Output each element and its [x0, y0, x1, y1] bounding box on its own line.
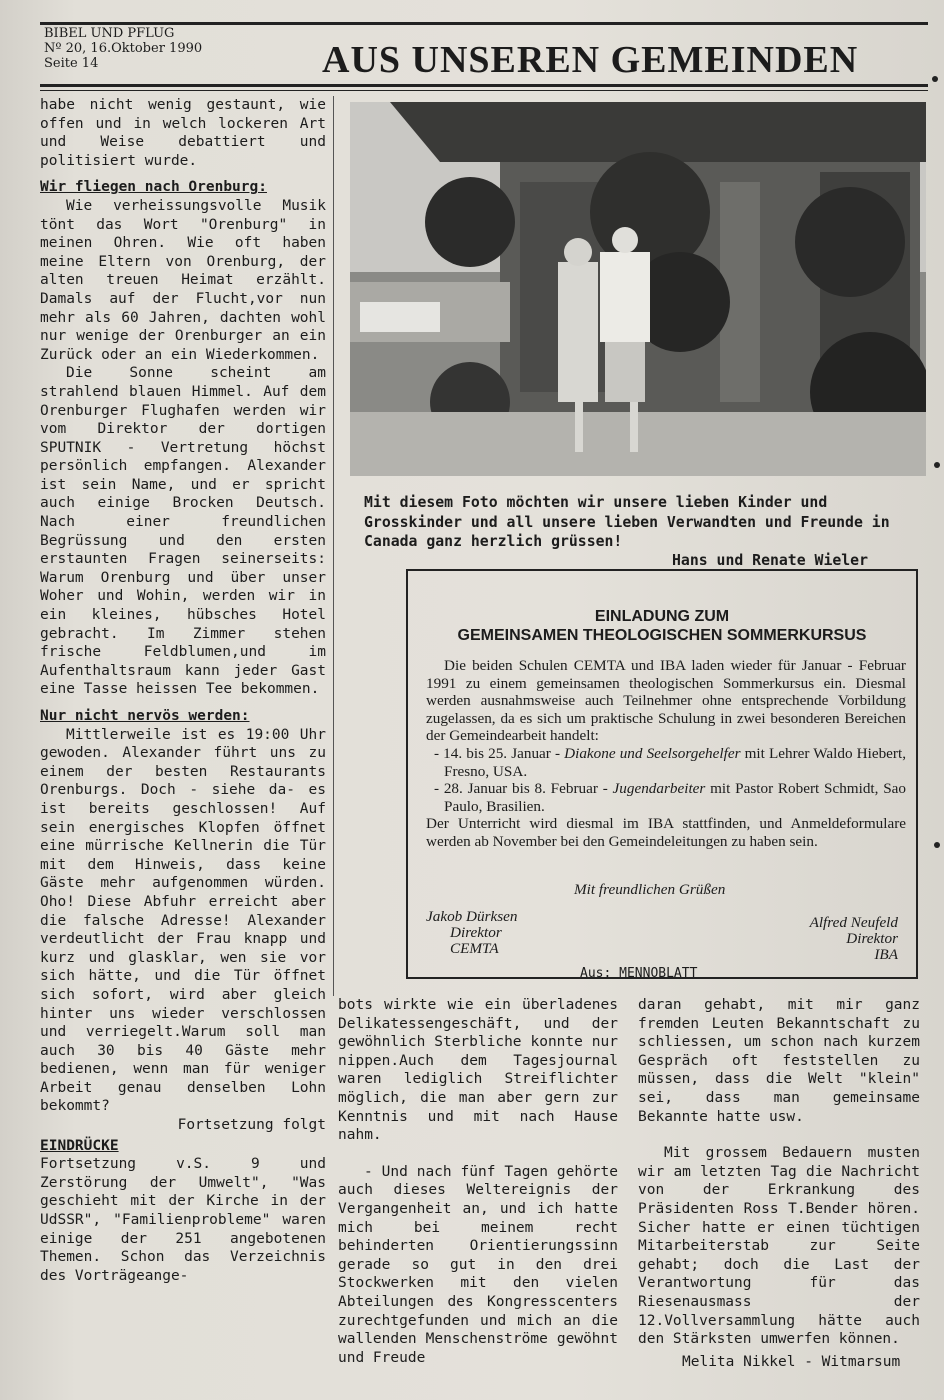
signature-org: CEMTA	[450, 940, 499, 957]
masthead-rule-thick	[40, 84, 928, 87]
invitation-box	[406, 569, 918, 979]
publication-name: BIBEL UND PFLUG	[44, 26, 175, 41]
issue-date: Nº 20, 16.Oktober 1990	[44, 41, 203, 56]
punch-hole-mark	[934, 462, 940, 468]
invitation-title-line1: EINLADUNG ZUM	[594, 608, 730, 625]
invitation-outro: Der Unterricht wird diesmal im IBA stattfinden, und Anmeldeformulare werden ab November bei den Gemeindeleitungen zu haben sein.	[426, 815, 906, 850]
signature-org: IBA	[874, 946, 898, 963]
article-signature: Melita Nikkel - Witmarsum	[682, 1354, 901, 1370]
signature-role: Direktor	[450, 924, 502, 941]
subheading-nervoes: Nur nicht nervös werden:	[40, 708, 250, 724]
paragraph: Die Sonne scheint am strahlend blauen Himmel. Auf dem Orenburger Flughafen werden wir vom Direktor der dortigen SPUTNIK - Vertretung höchst persönlich empfangen. Alexander ist sein Name, und er spricht auch einige Brocken Deutsch. Nach einer freundlichen Begrüssung und den ersten erstaunten Fragen seinerseits: Warum Orenburg und über unser Woher und Wohin, werden wir in ein kleines, hübsches Hotel gebracht. Im Zimmer stehen frische Feldblumen,und im Aufenthaltsraum kann jeder Gast eine Tasse heissen Tee bekommen.	[40, 365, 326, 698]
column-right	[638, 996, 920, 1349]
section-title: AUS UNSEREN GEMEINDEN	[322, 39, 859, 81]
column-divider	[333, 96, 334, 996]
couple-photo	[350, 102, 926, 476]
course-item-2	[426, 780, 906, 815]
paragraph: Wie verheissungsvolle Musik tönt das Wort "Orenburg" in meinen Ohren. Wie oft haben meine Eltern von Orenburg, der alten treuen Heimat erzählt. Damals auf der Flucht,vor nun mehr als 60 Jahren, dachten wohl nur wenige der Orenburger an ein Zurück oder an ein Wiederkommen.	[40, 197, 326, 363]
paragraph: Mittlerweile ist es 19:00 Uhr gewoden. Alexander führt uns zu einem der besten Restaurants Orenburgs. Doch - siehe da- es ist bereits geschlossen! Auf sein energisches Klopfen öffnet eine mürrische Kellnerin die Tür mit dem Hinweis, dass keine Gäste mehr aufgenommen würden. Oho! Diese Abfuhr erreicht aber die falsche Adresse! Alexander verdeutlicht der Frau knapp und kurz und glasklar, wen sie vor sich hätte, und die Tür öffnet sich sofort, wird aber gleich hinter uns wieder verschlossen und verriegelt.Warum soll man auch 30 bis 40 Gäste mehr bedienen, wenn man für weniger Arbeit genau denselben Lohn bekommt?	[40, 726, 326, 1115]
masthead-rule-thin	[40, 90, 928, 91]
course-item-1-date: - 14. bis 25. Januar -	[434, 744, 565, 762]
subheading-eindruecke: EINDRÜCKE	[40, 1137, 119, 1154]
punch-hole-mark	[934, 842, 940, 848]
invitation-title-line2: GEMEINSAMEN THEOLOGISCHEN SOMMERKURSUS	[457, 627, 867, 644]
course-item-1	[426, 745, 906, 780]
invitation-greeting: Mit freundlichen Grüßen	[574, 881, 726, 898]
invitation-body	[426, 657, 906, 851]
paragraph: Mit grossem Bedauern musten wir am letzten Tag die Nachricht von der Erkrankung des Präsidenten Ross T.Bender hören. Sicher hatte er einen tüchtigen Mitarbeiterstab zur Seite gehabt; doch die Last der Verantwortung für das Riesenausmass der 12.Vollversammlung hätte auch den Stärksten umwerfen können.	[638, 1145, 920, 1348]
photo-signature: Hans und Renate Wieler	[672, 552, 868, 569]
course-item-2-teacher: mit Pastor Robert Schmidt, Sao Paulo, Brasilien.	[444, 780, 906, 815]
course-item-2-topic: Jugendarbeiter	[612, 780, 706, 798]
paragraph: - Und nach fünf Tagen gehörte auch dieses Weltereignis der Vergangenheit an, und ich hatte mich bei meinem recht behinderten Orientierungssinn gerade so gut in den drei Stockwerken mit den vielen Abteilungen des Kongresscenters zurechtgefunden und mich an die wallenden Menschenströme gewöhnt und Freude	[338, 1163, 618, 1366]
column-left	[40, 96, 326, 1285]
paragraph: daran gehabt, mit mir ganz fremden Leuten Bekanntschaft zu schliessen, um schon nach kurzem Gespräch oft feststellen zu müssen, dass die Welt "klein" sei, dass man gemeinsame Bekannte hatte usw.	[638, 997, 920, 1125]
paragraph: Fortsetzung v.S. 9 und Zerstörung der Umwelt", "Was geschieht mit der Kirche in der UdSSR", "Familienprobleme" waren einige der 251 angebotenen Themen. Schon das Verzeichnis des Vorträgeange-	[40, 1156, 326, 1284]
invitation-intro: Die beiden Schulen CEMTA und IBA laden wieder für Januar - Februar 1991 zu einem gemeinsamen theologischen Sommerkursus ein. Diesmal werden ausnahmsweise auch Teilnehmer ohne entsprechende Vorbildung zugelassen, da es sich um praktische Schulung in zwei besonderen Bereichen der Gemeindearbeit handelt:	[426, 657, 906, 745]
course-item-1-teacher: mit Lehrer Waldo Hiebert, Fresno, USA.	[444, 744, 906, 780]
course-item-2-date: - 28. Januar bis 8. Februar -	[434, 780, 613, 798]
photo-caption: Mit diesem Foto möchten wir unsere lieben Kinder und Grosskinder und all unsere lieben Verwandten und Freunde in Canada ganz herzlich grüssen!	[364, 494, 890, 550]
page-number: Seite 14	[44, 56, 99, 71]
invitation-title	[408, 607, 916, 645]
subheading-orenburg: Wir fliegen nach Orenburg:	[40, 179, 267, 196]
course-item-1-topic: Diakone und Seelsorgehelfer	[564, 744, 741, 762]
intro-paragraph: habe nicht wenig gestaunt, wie offen und in welch lockeren Art und Weise debattiert und politisiert wurde.	[40, 97, 326, 169]
masthead-meta	[44, 26, 202, 71]
signature-cemta	[426, 909, 518, 957]
source-note: Aus: MENNOBLATT	[580, 966, 698, 981]
photo-illustration	[350, 102, 926, 476]
paragraph: bots wirkte wie ein überladenes Delikatessengeschäft, und der gewöhnlich Sterbliche konnte nur nippen.Auch dem Tagesjournal waren lediglich Streiflichter möglich, die man aber gern zur Kenntnis und mit nach Hause nahm.	[338, 997, 618, 1144]
column-middle	[338, 996, 618, 1367]
signature-name: Jakob Dürksen	[426, 908, 518, 925]
continuation-note: Fortsetzung folgt	[177, 1117, 326, 1134]
signature-role: Direktor	[846, 930, 898, 947]
punch-hole-mark	[932, 76, 938, 82]
signature-iba	[810, 915, 898, 963]
signature-name: Alfred Neufeld	[809, 914, 898, 931]
masthead-top-rule	[40, 22, 928, 25]
